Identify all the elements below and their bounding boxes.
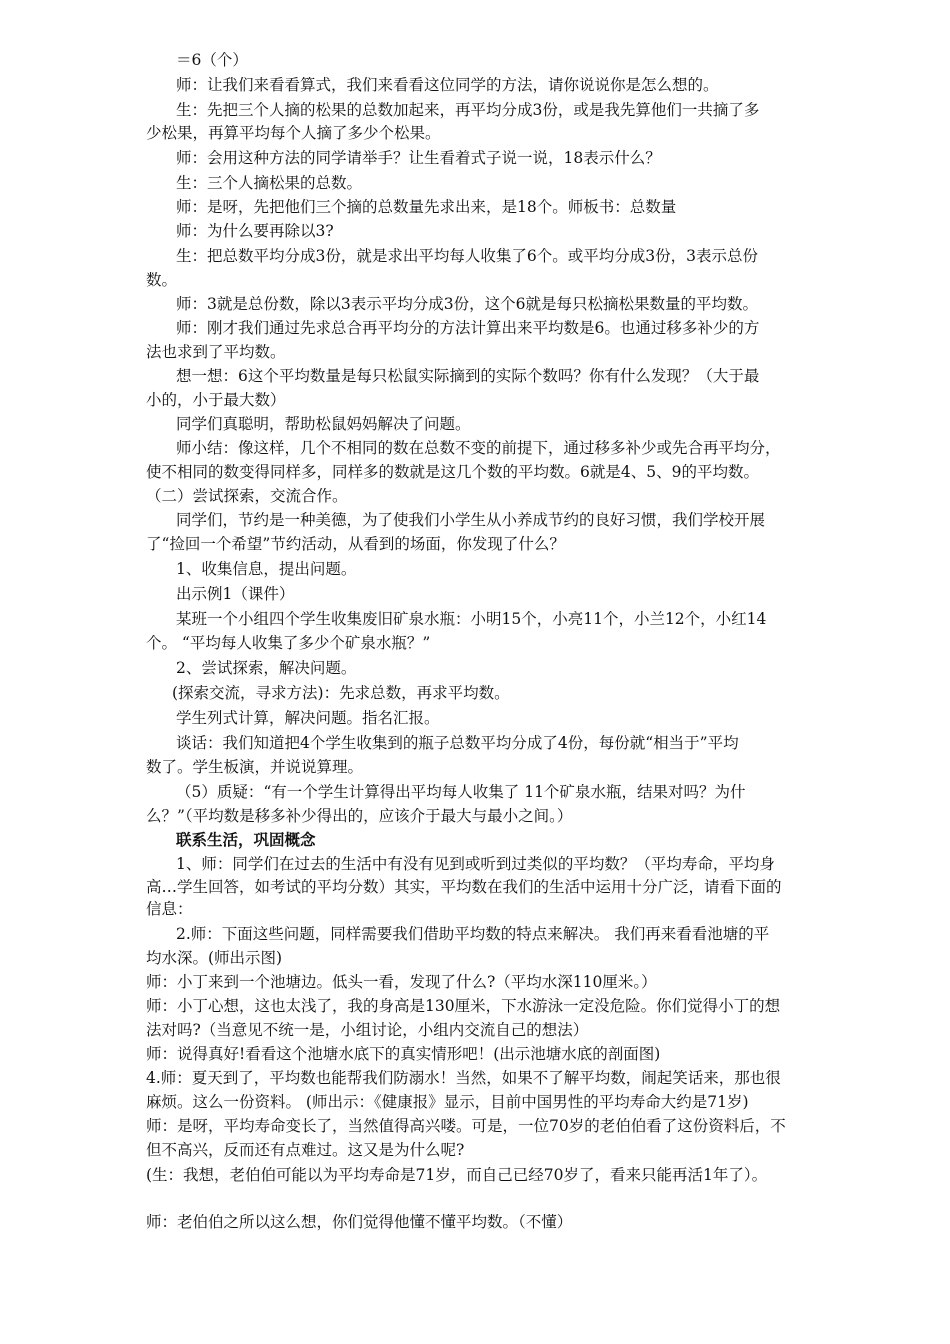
text-line: 使不相同的数变得同样多，同样多的数就是这几个数的平均数。6就是4、5、9的平均数。 <box>146 463 759 481</box>
text-line: 师：老伯伯之所以这么想，你们觉得他懂不懂平均数。（不懂） <box>146 1213 573 1231</box>
text-line: 1、收集信息，提出问题。 <box>176 560 357 578</box>
text-line: 么？”（平均数是移多补少得出的，应该介于最大与最小之间。） <box>146 807 573 825</box>
text-line: 数了。学生板演，并说说算理。 <box>146 758 364 776</box>
text-line: 2.师：下面这些问题，同样需要我们借助平均数的特点来解决。 我们再来看看池塘的平 <box>176 925 770 943</box>
text-line: 师：小丁心想，这也太浅了，我的身高是130厘米，下水游泳一定没危险。你们觉得小丁的想 <box>146 997 781 1015</box>
text-line: 法对吗?（当意见不统一是，小组讨论，小组内交流自己的想法） <box>146 1021 589 1039</box>
text-line: 少松果，再算平均每个人摘了多少个松果。 <box>146 124 441 142</box>
text-line: 2、尝试探索，解决问题。 <box>176 659 357 677</box>
text-line: 生：三个人摘松果的总数。 <box>176 174 363 192</box>
text-line: 小的，小于最大数） <box>146 391 286 409</box>
text-line: 同学们真聪明，帮助松鼠妈妈解决了问题。 <box>176 415 471 433</box>
text-line: 师：说得真好!看看这个池塘水底下的真实情形吧！(出示池塘水底的剖面图) <box>146 1045 661 1063</box>
text-line: 了“捡回一个希望”节约活动，从看到的场面，你发现了什么？ <box>146 535 565 553</box>
text-line: 师：会用这种方法的同学请举手？让生看着式子说一说，18表示什么？ <box>176 149 661 167</box>
text-line: 信息： <box>146 900 193 918</box>
text-line: 师：为什么要再除以3? <box>176 222 334 240</box>
text-line: 师：3就是总份数，除以3表示平均分成3份，这个6就是每只松摘松果数量的平均数。 <box>176 295 758 313</box>
text-line: 想一想：6这个平均数量是每只松鼠实际摘到的实际个数吗？你有什么发现？（大于最 <box>176 367 760 385</box>
text-line: 师：让我们来看看算式，我们来看看这位同学的方法，请你说说你是怎么想的。 <box>176 76 719 94</box>
text-line: 学生列式计算，解决问题。指名汇报。 <box>176 709 440 727</box>
text-line: 法也求到了平均数。 <box>146 343 286 361</box>
text-line: 均水深。(师出示图) <box>146 949 283 967</box>
text-line: 师：是呀，平均寿命变长了，当然值得高兴喽。可是，一位70岁的老伯伯看了这份资料后，不 <box>146 1117 786 1135</box>
text-line: 出示例1（课件） <box>176 585 295 603</box>
text-line: 麻烦。这么一份资料。 (师出示：《健康报》显示，目前中国男性的平均寿命大约是71岁) <box>146 1093 749 1111</box>
text-line: 生：把总数平均分成3份，就是求出平均每人收集了6个。或平均分成3份，3表示总份 <box>176 247 758 265</box>
text-line: 谈话：我们知道把4个学生收集到的瓶子总数平均分成了4份，每份就“相当于”平均 <box>176 734 739 752</box>
text-line: 个。 “平均每人收集了多少个矿泉水瓶？” <box>146 634 431 652</box>
section-heading: 联系生活，巩固概念 <box>176 830 316 849</box>
text-line: ＝6（个） <box>176 51 248 69</box>
text-line: (探索交流，寻求方法)：先求总数，再求平均数。 <box>172 684 510 702</box>
text-line: 师：刚才我们通过先求总合再平均分的方法计算出来平均数是6。也通过移多补少的方 <box>176 319 760 337</box>
text-line: 但不高兴，反而还有点难过。这又是为什么呢? <box>146 1141 465 1159</box>
text-line: 高…学生回答，如考试的平均分数）其实，平均数在我们的生活中运用十分广泛，请看下面的 <box>146 878 782 896</box>
text-line: （5）质疑：“有一个学生计算得出平均每人收集了 11个矿泉水瓶，结果对吗？为什 <box>176 783 746 801</box>
text-line: 1、师：同学们在过去的生活中有没有见到或听到过类似的平均数？（平均寿命，平均身 <box>176 855 775 873</box>
text-line: 师：小丁来到一个池塘边。低头一看，发现了什么?（平均水深110厘米。） <box>146 973 657 991</box>
text-line: (生：我想，老伯伯可能以为平均寿命是71岁，而自己已经70岁了，看来只能再活1年了）。 <box>146 1166 768 1184</box>
text-line: 师小结：像这样，几个不相同的数在总数不变的前提下，通过移多补少或先合再平均分， <box>176 439 781 457</box>
text-line: （二）尝试探索，交流合作。 <box>146 487 348 505</box>
text-line: 数。 <box>146 271 178 289</box>
text-line: 某班一个小组四个学生收集废旧矿泉水瓶：小明15个，小亮11个，小兰12个，小红14 <box>176 610 767 628</box>
text-line: 4.师：夏天到了，平均数也能帮我们防溺水！当然，如果不了解平均数，闹起笑话来，那也很 <box>146 1069 781 1087</box>
text-line: 生：先把三个人摘的松果的总数加起来，再平均分成3份，或是我先算他们一共摘了多 <box>176 101 760 119</box>
text-line: 同学们，节约是一种美德，为了使我们小学生从小养成节约的良好习惯，我们学校开展 <box>176 511 766 529</box>
text-line: 师：是呀，先把他们三个摘的总数量先求出来，是18个。师板书：总数量 <box>176 198 677 216</box>
